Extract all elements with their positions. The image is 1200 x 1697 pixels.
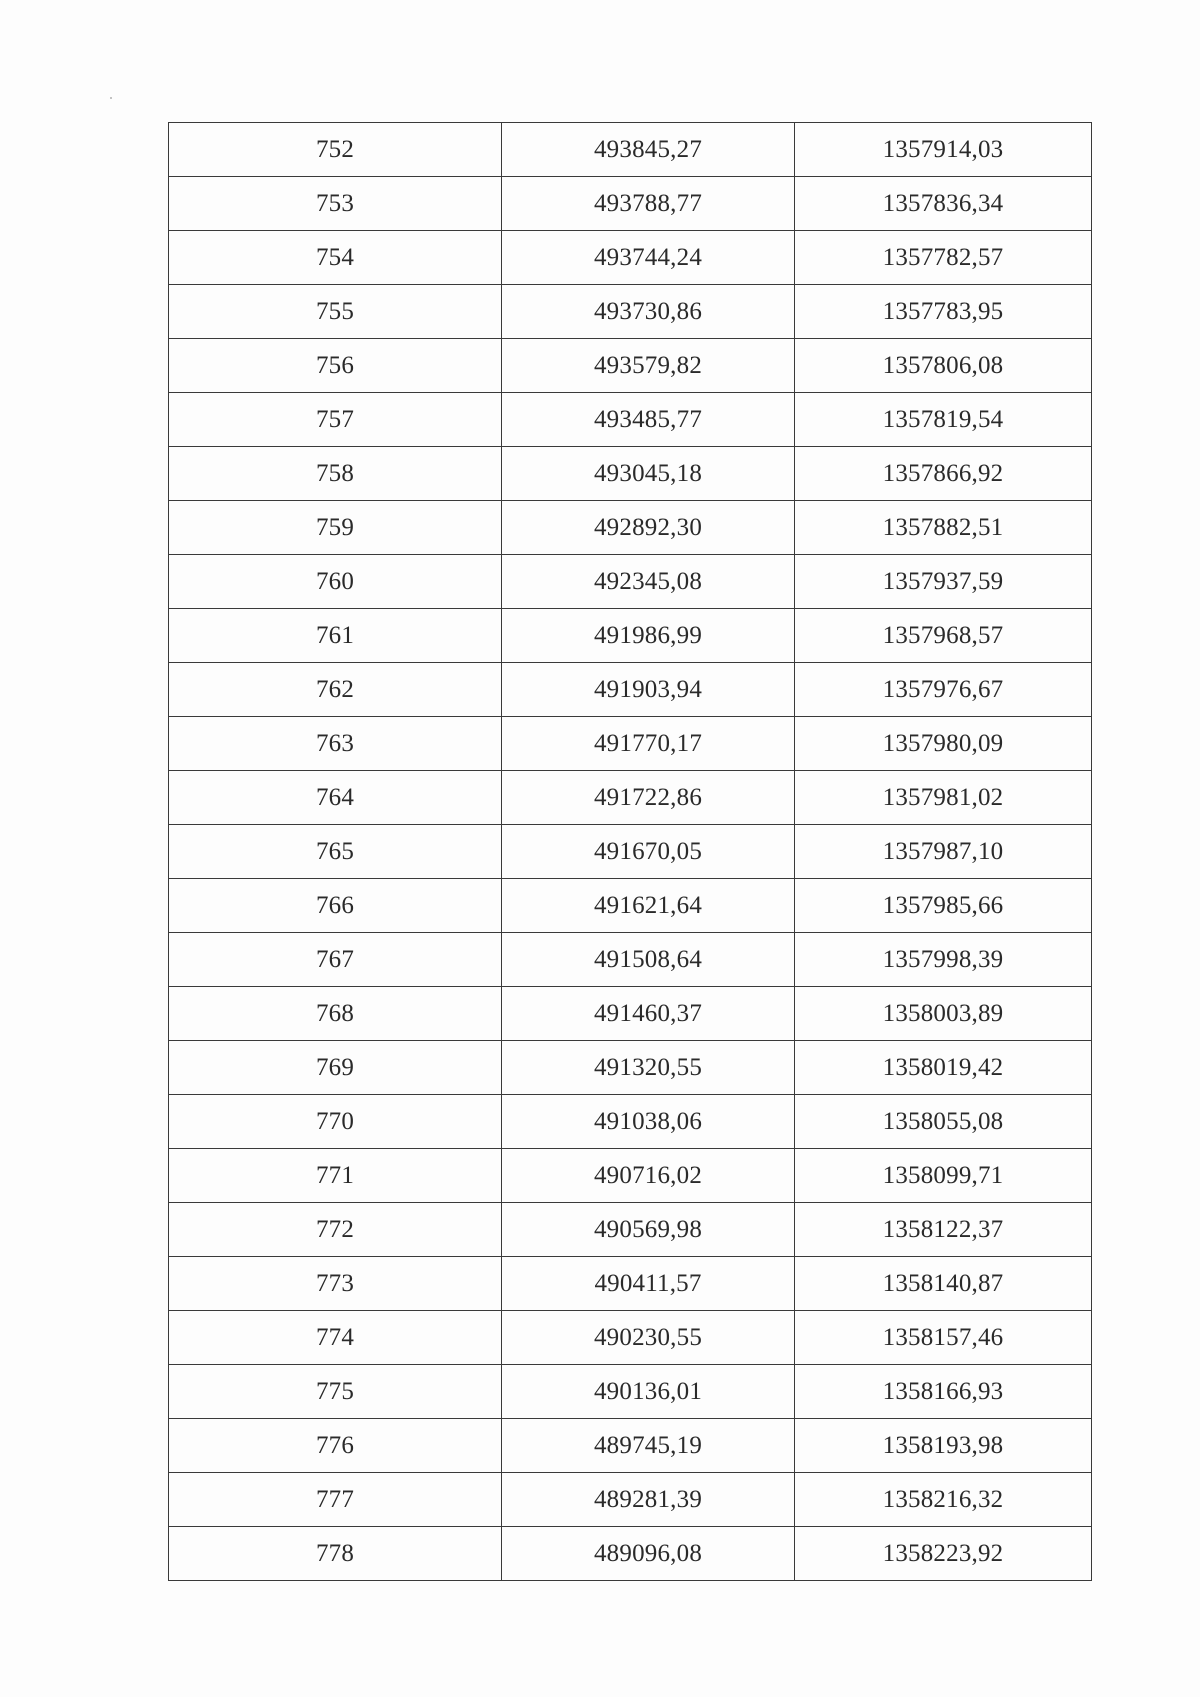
point-number-cell: 755 — [169, 285, 502, 339]
point-number-cell: 773 — [169, 1257, 502, 1311]
point-number-cell: 752 — [169, 123, 502, 177]
y-coordinate-cell: 1357976,67 — [795, 663, 1092, 717]
point-number-cell: 778 — [169, 1527, 502, 1581]
table-row — [169, 771, 1092, 825]
x-coordinate-cell: 490716,02 — [502, 1149, 795, 1203]
table-row — [169, 177, 1092, 231]
table-row — [169, 663, 1092, 717]
coordinates-table — [168, 122, 1092, 1581]
table-row — [169, 447, 1092, 501]
point-number-cell: 763 — [169, 717, 502, 771]
x-coordinate-cell: 489281,39 — [502, 1473, 795, 1527]
point-number-cell: 767 — [169, 933, 502, 987]
x-coordinate-cell: 493845,27 — [502, 123, 795, 177]
x-coordinate-cell: 493744,24 — [502, 231, 795, 285]
table-row — [169, 1473, 1092, 1527]
x-coordinate-cell: 489096,08 — [502, 1527, 795, 1581]
y-coordinate-cell: 1357937,59 — [795, 555, 1092, 609]
x-coordinate-cell: 493579,82 — [502, 339, 795, 393]
y-coordinate-cell: 1358055,08 — [795, 1095, 1092, 1149]
x-coordinate-cell: 491508,64 — [502, 933, 795, 987]
table-row — [169, 555, 1092, 609]
point-number-cell: 770 — [169, 1095, 502, 1149]
y-coordinate-cell: 1357782,57 — [795, 231, 1092, 285]
x-coordinate-cell: 493485,77 — [502, 393, 795, 447]
table-row — [169, 1365, 1092, 1419]
table-row — [169, 393, 1092, 447]
table-row — [169, 123, 1092, 177]
table-row — [169, 1203, 1092, 1257]
point-number-cell: 775 — [169, 1365, 502, 1419]
x-coordinate-cell: 491621,64 — [502, 879, 795, 933]
coordinates-table-body — [169, 123, 1092, 1581]
x-coordinate-cell: 489745,19 — [502, 1419, 795, 1473]
table-row — [169, 231, 1092, 285]
x-coordinate-cell: 493788,77 — [502, 177, 795, 231]
point-number-cell: 753 — [169, 177, 502, 231]
y-coordinate-cell: 1357987,10 — [795, 825, 1092, 879]
point-number-cell: 759 — [169, 501, 502, 555]
point-number-cell: 756 — [169, 339, 502, 393]
point-number-cell: 772 — [169, 1203, 502, 1257]
point-number-cell: 777 — [169, 1473, 502, 1527]
y-coordinate-cell: 1358223,92 — [795, 1527, 1092, 1581]
y-coordinate-cell: 1358140,87 — [795, 1257, 1092, 1311]
y-coordinate-cell: 1357998,39 — [795, 933, 1092, 987]
point-number-cell: 764 — [169, 771, 502, 825]
point-number-cell: 762 — [169, 663, 502, 717]
point-number-cell: 774 — [169, 1311, 502, 1365]
point-number-cell: 766 — [169, 879, 502, 933]
point-number-cell: 769 — [169, 1041, 502, 1095]
y-coordinate-cell: 1357968,57 — [795, 609, 1092, 663]
y-coordinate-cell: 1358019,42 — [795, 1041, 1092, 1095]
table-row — [169, 1095, 1092, 1149]
y-coordinate-cell: 1357819,54 — [795, 393, 1092, 447]
table-row — [169, 1041, 1092, 1095]
y-coordinate-cell: 1358157,46 — [795, 1311, 1092, 1365]
y-coordinate-cell: 1357981,02 — [795, 771, 1092, 825]
x-coordinate-cell: 493045,18 — [502, 447, 795, 501]
x-coordinate-cell: 490136,01 — [502, 1365, 795, 1419]
table-row — [169, 933, 1092, 987]
point-number-cell: 768 — [169, 987, 502, 1041]
point-number-cell: 754 — [169, 231, 502, 285]
x-coordinate-cell: 491460,37 — [502, 987, 795, 1041]
y-coordinate-cell: 1357783,95 — [795, 285, 1092, 339]
point-number-cell: 761 — [169, 609, 502, 663]
point-number-cell: 765 — [169, 825, 502, 879]
table-row — [169, 879, 1092, 933]
point-number-cell: 771 — [169, 1149, 502, 1203]
y-coordinate-cell: 1357836,34 — [795, 177, 1092, 231]
table-row — [169, 825, 1092, 879]
x-coordinate-cell: 491670,05 — [502, 825, 795, 879]
x-coordinate-cell: 491038,06 — [502, 1095, 795, 1149]
y-coordinate-cell: 1357866,92 — [795, 447, 1092, 501]
x-coordinate-cell: 490411,57 — [502, 1257, 795, 1311]
y-coordinate-cell: 1358166,93 — [795, 1365, 1092, 1419]
point-number-cell: 758 — [169, 447, 502, 501]
x-coordinate-cell: 492892,30 — [502, 501, 795, 555]
table-row — [169, 717, 1092, 771]
x-coordinate-cell: 490230,55 — [502, 1311, 795, 1365]
table-row — [169, 987, 1092, 1041]
table-row — [169, 1257, 1092, 1311]
x-coordinate-cell: 491320,55 — [502, 1041, 795, 1095]
table-row — [169, 609, 1092, 663]
y-coordinate-cell: 1358099,71 — [795, 1149, 1092, 1203]
table-row — [169, 1527, 1092, 1581]
scan-speck — [110, 97, 112, 99]
y-coordinate-cell: 1357882,51 — [795, 501, 1092, 555]
point-number-cell: 776 — [169, 1419, 502, 1473]
table-row — [169, 1149, 1092, 1203]
x-coordinate-cell: 493730,86 — [502, 285, 795, 339]
table-row — [169, 1311, 1092, 1365]
table-row — [169, 285, 1092, 339]
y-coordinate-cell: 1358193,98 — [795, 1419, 1092, 1473]
y-coordinate-cell: 1357985,66 — [795, 879, 1092, 933]
y-coordinate-cell: 1358122,37 — [795, 1203, 1092, 1257]
x-coordinate-cell: 490569,98 — [502, 1203, 795, 1257]
x-coordinate-cell: 491986,99 — [502, 609, 795, 663]
y-coordinate-cell: 1358216,32 — [795, 1473, 1092, 1527]
x-coordinate-cell: 491770,17 — [502, 717, 795, 771]
point-number-cell: 757 — [169, 393, 502, 447]
point-number-cell: 760 — [169, 555, 502, 609]
y-coordinate-cell: 1358003,89 — [795, 987, 1092, 1041]
table-row — [169, 339, 1092, 393]
y-coordinate-cell: 1357914,03 — [795, 123, 1092, 177]
y-coordinate-cell: 1357806,08 — [795, 339, 1092, 393]
table-row — [169, 1419, 1092, 1473]
x-coordinate-cell: 491903,94 — [502, 663, 795, 717]
x-coordinate-cell: 492345,08 — [502, 555, 795, 609]
y-coordinate-cell: 1357980,09 — [795, 717, 1092, 771]
table-row — [169, 501, 1092, 555]
x-coordinate-cell: 491722,86 — [502, 771, 795, 825]
